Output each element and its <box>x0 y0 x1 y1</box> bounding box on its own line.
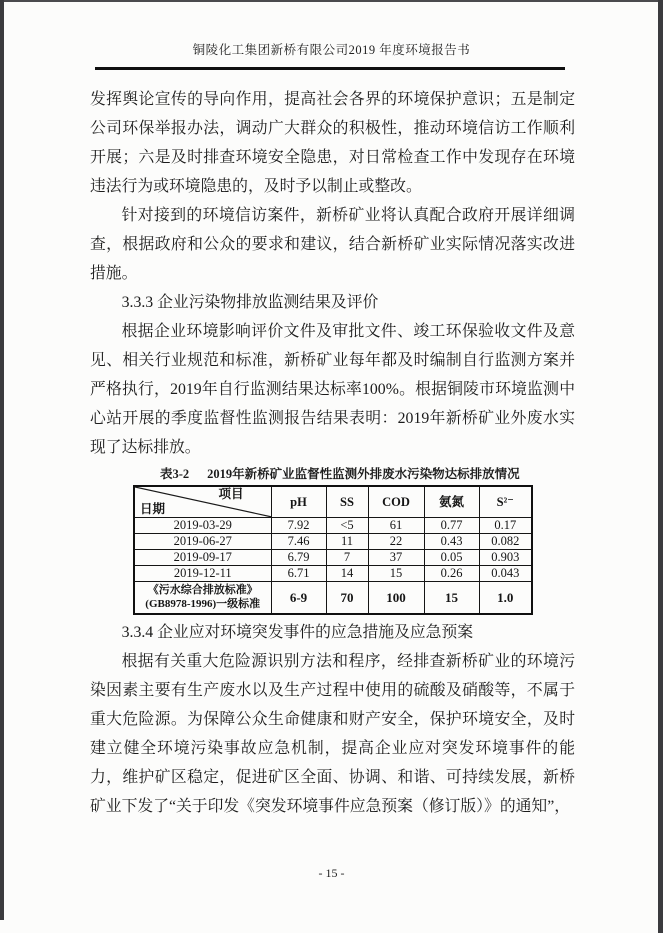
corner-label-item: 项目 <box>218 487 244 501</box>
document-body <box>90 85 575 821</box>
scan-edge-left <box>0 0 4 920</box>
cell-ph: 7.46 <box>271 534 326 550</box>
cell-cod: 22 <box>368 534 424 550</box>
cell-nh3n: 0.43 <box>424 534 479 550</box>
column-header-ss: SS <box>326 486 368 518</box>
standard-ss: 70 <box>326 582 368 615</box>
monitoring-table-block <box>133 466 531 615</box>
cell-nh3n: 0.26 <box>424 566 479 582</box>
column-header-cod: COD <box>368 486 424 518</box>
body-paragraph-2: 针对接到的环境信访案件，新桥矿业将认真配合政府开展详细调查，根据政府和公众的要求和建议，结合新桥矿业实际情况落实改进措施。 <box>90 207 575 282</box>
body-paragraph-3: 根据企业环境影响评价文件及审批文件、竣工环保验收文件及意见、相关行业规范和标准，新桥矿业每年都及时编制自行监测方案并严格执行，2019年自行监测结果达标率100%。根据铜陵市环境监测中心站开展的季度监督性监测报告结果表明：2019年新桥矿业外废水实现了达标排放。 <box>90 323 575 456</box>
table-row <box>134 534 532 550</box>
table-row <box>134 566 532 582</box>
cell-ph: 6.79 <box>271 550 326 566</box>
standard-limit-row <box>134 582 532 615</box>
document-header-title: 铜陵化工集团新桥有限公司2019 年度环境报告书 <box>192 43 471 57</box>
cell-nh3n: 0.77 <box>424 518 479 534</box>
section-heading-333: 3.3.3 企业污染物排放监测结果及评价 <box>121 294 379 311</box>
column-header-ph: pH <box>271 486 326 518</box>
cell-s2: 0.082 <box>479 534 532 550</box>
table-header-row <box>134 486 532 518</box>
standard-ph: 6-9 <box>271 582 326 615</box>
standard-s2: 1.0 <box>479 582 532 615</box>
cell-s2: 0.903 <box>479 550 532 566</box>
cell-nh3n: 0.05 <box>424 550 479 566</box>
cell-cod: 61 <box>368 518 424 534</box>
standard-label-line1: 《污水综合排放标准》 <box>147 584 258 596</box>
row-date: 2019-12-11 <box>134 566 271 582</box>
section-heading-334: 3.3.4 企业应对环境突发事件的应急措施及应急预案 <box>121 624 474 641</box>
row-date: 2019-06-27 <box>134 534 271 550</box>
standard-nh3n: 15 <box>424 582 479 615</box>
standard-label-line2: (GB8978-1996)一级标准 <box>145 597 261 610</box>
table-caption-title: 2019年新桥矿业监督性监测外排废水污染物达标排放情况 <box>207 467 520 481</box>
body-paragraph-1: 发挥舆论宣传的导向作用，提高社会各界的环境保护意识；五是制定公司环保举报办法，调动广大群众的积极性，推动环境信访工作顺利开展；六是及时排查环境安全隐患，对日常检查工作中发现存在环境违法行为或环境隐患的，及时予以制止或整改。 <box>90 91 575 195</box>
scan-edge-right <box>658 0 663 933</box>
page-number: - 15 - <box>318 866 345 880</box>
corner-label-date: 日期 <box>140 502 166 516</box>
cell-s2: 0.043 <box>479 566 532 582</box>
table-row <box>134 518 532 534</box>
cell-ss: 11 <box>326 534 368 550</box>
body-paragraph-4: 根据有关重大危险源识别方法和程序，经排查新桥矿业的环境污染因素主要有生产废水以及生产过程中使用的硫酸及硝酸等，不属于重大危险源。为保障公众生命健康和财产安全，保护环境安全，及时建立健全环境污染事故应急机制，提高企业应对突发环境事件的能力，维护矿区稳定，促进矿区全面、协调、和谐、可持续发展，新桥矿业下发了“关于印发《突发环境事件应急预案（修订版）》的通知”， <box>90 653 575 815</box>
row-date: 2019-09-17 <box>134 550 271 566</box>
scan-edge-top <box>0 0 663 2</box>
cell-s2: 0.17 <box>479 518 532 534</box>
table-row <box>134 550 532 566</box>
cell-cod: 37 <box>368 550 424 566</box>
cell-ph: 6.71 <box>271 566 326 582</box>
cell-ph: 7.92 <box>271 518 326 534</box>
standard-label <box>134 582 271 615</box>
table-caption-label: 表3-2 <box>160 467 190 481</box>
table-corner-cell <box>134 486 271 518</box>
standard-cod: 100 <box>368 582 424 615</box>
column-header-s2: S²⁻ <box>479 486 532 518</box>
monitoring-table <box>133 485 533 615</box>
cell-ss: 7 <box>326 550 368 566</box>
row-date: 2019-03-29 <box>134 518 271 534</box>
cell-ss: 14 <box>326 566 368 582</box>
cell-ss: <5 <box>326 518 368 534</box>
table-caption <box>133 466 531 483</box>
header-rule <box>95 67 565 70</box>
column-header-nh3n: 氨氮 <box>424 486 479 518</box>
cell-cod: 15 <box>368 566 424 582</box>
